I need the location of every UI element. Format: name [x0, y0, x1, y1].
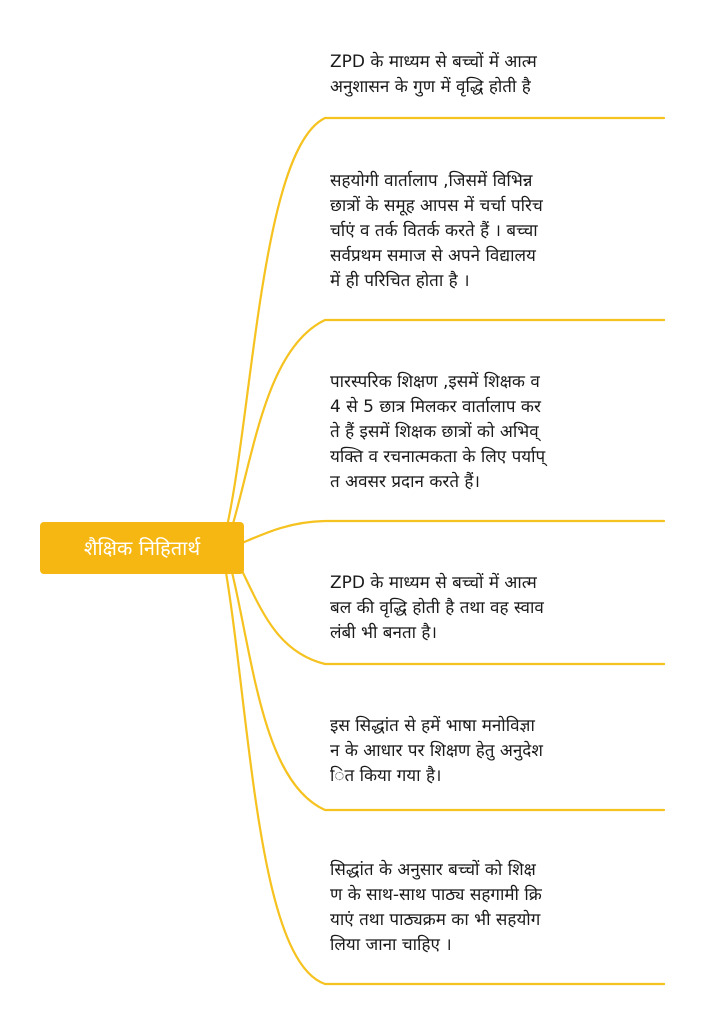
branch-3-text: पारस्परिक शिक्षण ,इसमें शिक्षक व 4 से 5 छात्र मिलकर वार्तालाप कर ते हैं इसमें शिक्षक छात्रों को अभिव् यक्ति व रचनात्मकता के लिए पर्याप् त अवसर प्रदान करते हैं। [330, 372, 546, 492]
branch-6-text: सिद्धांत के अनुसार बच्चों को शिक्ष ण के साथ-साथ पाठ्य सहगामी क्रि याएं तथा पाठ्यक्रम का भी सहयोग लिया जाना चाहिए । [330, 860, 542, 955]
branch-4-text: ZPD के माध्यम से बच्चों में आत्म बल की वृद्धि होती है तथा वह स्वाव लंबी भी बनता है। [330, 573, 544, 643]
branch-5-text: इस सिद्धांत से हमें भाषा मनोविज्ञा न के आधार पर शिक्षण हेतु अनुदेश ित किया गया है। [330, 716, 543, 786]
root-node: शैक्षिक निहितार्थ [40, 522, 244, 574]
branch-1-text: ZPD के माध्यम से बच्चों में आत्म अनुशासन के गुण में वृद्धि होती है [330, 52, 537, 97]
connector-3 [230, 521, 664, 548]
branch-2-text: सहयोगी वार्तालाप ,जिसमें विभिन्न छात्रों के समूह आपस में चर्चा परिच र्चाएं व तर्क वितर्क करते हैं । बच्चा सर्वप्रथम समाज से अपने विद्यालय में ही परिचित होता है । [330, 171, 543, 291]
